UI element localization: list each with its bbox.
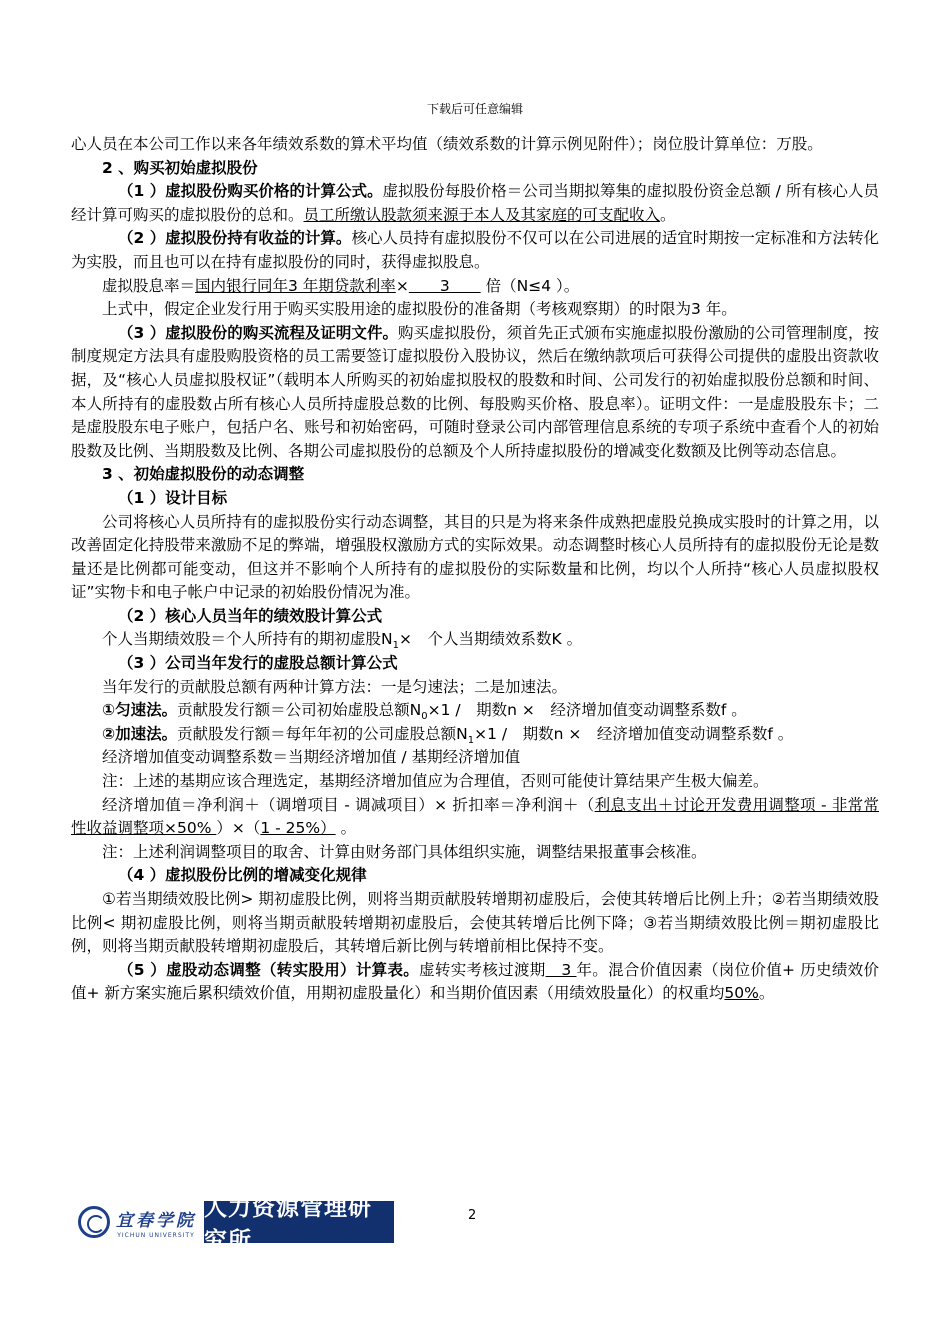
rate-underline: 国内银行同年3 年期贷款利率 (195, 276, 396, 295)
note-1: 注：上述的基期应该合理选定，基期经济增加值应为合理值，否则可能使计算结果产生极大偏差。 (102, 772, 769, 791)
section-3-5-title: （5 ）虚股动态调整（转实股用）计算表。 (118, 960, 420, 979)
school-name (116, 1206, 196, 1239)
uniform-method-sub: 0 (421, 711, 428, 723)
section-3-2-title: （2 ）核心人员当年的绩效股计算公式 (118, 606, 383, 625)
eva-formula-a: 经济增加值＝净利润＋（调增项目 - 调减项目）× 折扣率＝净利润＋（ (102, 795, 595, 814)
section-2-1-title: （1 ）虚拟股份购买价格的计算公式。 (118, 182, 383, 201)
section-3-1-title: （1 ）设计目标 (118, 488, 228, 507)
uniform-method-b: ×1 / 期数n × 经济增加值变动调整系数f 。 (427, 701, 747, 720)
school-name-en: YICHUN UNIVERSITY (117, 1231, 195, 1239)
eva-formula-c: 。 (335, 819, 357, 838)
section-2-2-title: （2 ）虚拟股份持有收益的计算。 (118, 229, 352, 248)
section-2-3-text: 购买虚拟股份，须首先正式颁布实施虚拟股份激励的公司管理制度，按制度规定方法具有虚股购股资格的员工需要签订虚拟股份入股协议，然后在缴纳款项后可获得公司提供的虚股出资款收据，及“核心人员虚拟股权证”（载明本人所购买的初始虚拟股权的股数和时间、公司发行的初始虚拟股份总额和时间、本人所持有的虚股数占所有核心人员所持虚股总数的比例、每股购买价格、股息率）。证明文件：一是虚股股东卡；二是虚股股东电子账户，包括户名、账号和初始密码，可随时登录公司内部管理信息系统的专项子系统中查看个人的初始股数及比例、当期股数及比例、各期公司虚拟股份的总额及个人所持虚拟股份的增减变化数额及比例等动态信息。 (71, 323, 879, 460)
section-2-2-note: 上式中，假定企业发行用于购买实股用途的虚拟股份的准备期（考核观察期）的时限为3 年。 (102, 300, 737, 319)
section-3-5 (71, 959, 879, 1006)
section-2-3-title: （3 ）虚拟股份的购买流程及证明文件。 (118, 323, 398, 342)
section-2-2-text: 核心人员持有虚拟股份不仅可以在公司进展的适宜时期按一定标准和方法转化为实股，而且也可以在持有虚拟股份的同时，获得虚拟股息。 (71, 229, 879, 271)
perf-formula-b: × 个人当期绩效系数K 。 (398, 630, 583, 649)
eva-formula-underline-2: 1 - 25%） (260, 819, 336, 838)
section-2-1-underline: 员工所缴认股款须来源于本人及其家庭的可支配收入 (303, 205, 661, 224)
perf-formula-sub: 1 (392, 640, 399, 652)
rate-times: × (395, 276, 409, 295)
eva-formula (71, 794, 879, 841)
institute-banner: 人力资源管理研究所 (204, 1201, 394, 1243)
performance-share-formula (71, 628, 879, 652)
uniform-method (71, 699, 879, 723)
dividend-rate-formula (71, 275, 879, 299)
accelerated-method-a: 贡献股发行额＝每年年初的公司虚股总额N (177, 724, 468, 743)
accelerated-method-sub: 1 (467, 734, 475, 746)
accelerated-method-title: ②加速法。 (102, 724, 178, 743)
section-3-5-a: 虚转实考核过渡期 (419, 960, 546, 979)
section-2-2 (71, 227, 879, 274)
eva-coefficient-formula: 经济增加值变动调整系数＝当期经济增加值 / 基期经济增加值 (102, 748, 521, 767)
rate-tail: 倍（N≤4 ）。 (480, 276, 580, 295)
section-2-1 (71, 180, 879, 227)
rate-multiplier: 3 (408, 276, 481, 295)
eva-formula-b: ）×（ (216, 819, 261, 838)
section-2-heading: 2 、购买初始虚拟股份 (102, 158, 258, 177)
section-3-3-text: 当年发行的贡献股总额有两种计算方法：一是匀速法；二是加速法。 (102, 677, 568, 696)
section-2-1-end: 。 (660, 205, 676, 224)
section-2-1-text: 虚拟股份每股价格＝公司当期拟筹集的虚拟股份资金总额 / 所有核心人员经计算可购买的虚拟股份的总和。 (71, 182, 879, 224)
section-3-4-text: ①若当期绩效股比例> 期初虚股比例，则将当期贡献股转增期初虚股后，会使其转增后比例上升；②若当期绩效股比例< 期初虚股比例，则将当期贡献股转增期初虚股后，会使其转增后比例下降；③若当期绩效股比例＝期初虚股比例，则将当期贡献股转增期初虚股后，其转增后新比例与转增前相比保持不变。 (71, 890, 879, 956)
section-3-5-b: 年。混合价值因素（岗位价值+ 历史绩效价值+ 新方案实施后累积绩效价值，用期初虚股量化）和当期价值因素（用绩效股量化）的权重均 (71, 960, 879, 1003)
perf-formula-a: 个人当期绩效股＝个人所持有的期初虚股N (102, 630, 393, 649)
section-2-3 (71, 322, 879, 464)
section-3-1-text: 公司将核心人员所持有的虚拟股份实行动态调整，其目的只是为将来条件成熟把虚股兑换成实股时的计算之用，以改善固定化持股带来激励不足的弊端，增强股权激励方式的实际效果。动态调整时核心人员所持有的虚拟股份无论是数量还是比例都可能变动，但这并不影响个人所持有的虚拟股份的实际数量和比例，均以个人所持“核心人员虚拟股权证”实物卡和电子帐户中记录的初始股份情况为准。 (71, 512, 879, 602)
uniform-method-a: 贡献股发行额＝公司初始虚股总额N (177, 701, 422, 720)
eva-formula-underline-1: 利息支出＋讨论开发费用调整项 - 非常常性收益调整项×50% (71, 795, 879, 838)
school-name-cn: 宜春学院 (116, 1210, 196, 1231)
section-3-4-title: （4 ）虚拟股份比例的增减变化规律 (118, 866, 367, 885)
accelerated-method-b: ×1 / 期数n × 经济增加值变动调整系数f 。 (474, 724, 794, 743)
section-3-5-underline: 3 (545, 960, 577, 979)
section-3-heading: 3 、初始虚拟股份的动态调整 (102, 465, 305, 484)
section-3-5-end: 。 (758, 984, 775, 1003)
university-seal-icon (78, 1206, 110, 1238)
section-3-3-title: （3 ）公司当年发行的虚股总额计算公式 (118, 654, 398, 673)
document-body (71, 133, 879, 1006)
section-3-5-underline-2: 50% (724, 984, 759, 1003)
accelerated-method (71, 723, 879, 747)
note-2: 注：上述利润调整项目的取舍、计算由财务部门具体组织实施，调整结果报董事会核准。 (102, 842, 707, 861)
uniform-method-title: ①匀速法。 (102, 701, 178, 720)
institute-logo (78, 1194, 390, 1254)
page-number: 2 (468, 1208, 477, 1223)
paragraph-continued: 心人员在本公司工作以来各年绩效系数的算术平均值（绩效系数的计算示例见附件）；岗位股计算单位：万股。 (71, 135, 823, 153)
rate-label: 虚拟股息率＝ (102, 276, 196, 295)
page-header: 下载后可任意编辑 (426, 102, 523, 116)
